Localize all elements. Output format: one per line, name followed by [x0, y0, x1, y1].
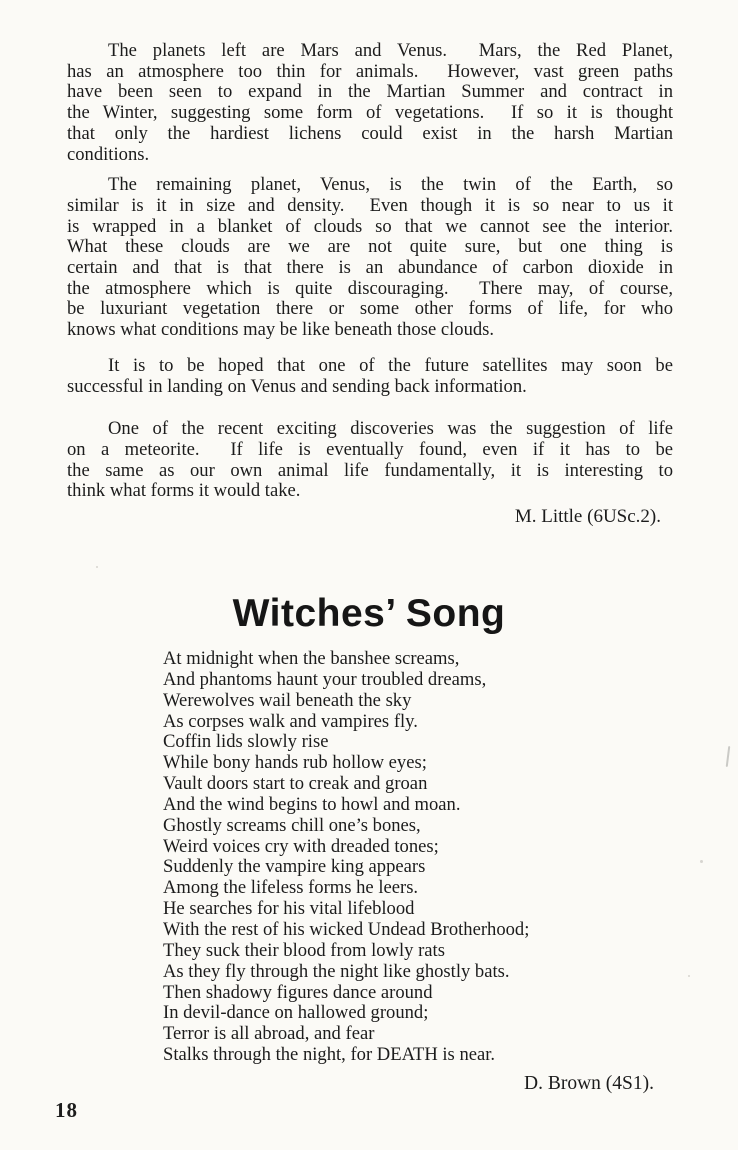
poem-line: At midnight when the banshee screams, [163, 648, 460, 669]
poem-author-signature: D. Brown (4S1). [524, 1073, 654, 1094]
poem-line: In devil-dance on hallowed ground; [163, 1002, 429, 1024]
scan-speck [688, 975, 690, 977]
poem-line: Vault doors start to creak and groan [163, 773, 428, 795]
article-text-line: similar is it in size and density. Even though it is so near to us it [67, 194, 673, 216]
article-text-line: It is to be hoped that one of the future satellites may soon be [108, 354, 673, 376]
article-text-line: certain and that is that there is an abundance of carbon dioxide in [67, 257, 673, 279]
poem-line: As corpses walk and vampires fly. [163, 710, 418, 732]
scan-speck [96, 566, 98, 568]
article-text-line: One of the recent exciting discoveries was the suggestion of life [108, 418, 673, 440]
article-text-line: What these clouds are we are not quite sure, but one thing is [67, 236, 673, 258]
article-text-line: the Winter, suggesting some form of vegetations. If so it is thought [67, 102, 673, 124]
article-text-line: think what forms it would take. [67, 480, 301, 502]
poem-line: Stalks through the night, for DEATH is near. [163, 1044, 496, 1066]
scan-artifact-mark [726, 746, 731, 767]
poem-line: While bony hands rub hollow eyes; [163, 752, 427, 774]
poem-body [163, 649, 529, 1066]
article-text-line: knows what conditions may be like beneath those clouds. [67, 319, 495, 341]
poem-line: Ghostly screams chill one’s bones, [163, 814, 421, 836]
poem-line: Among the lifeless forms he leers. [163, 877, 419, 899]
article-text-line: has an atmosphere too thin for animals. However, vast green paths [67, 60, 673, 82]
article-text-line: conditions. [67, 143, 150, 165]
poem-line: And the wind begins to howl and moan. [163, 793, 461, 815]
page-number: 18 [55, 1098, 78, 1122]
poem-line: As they fly through the night like ghostly bats. [163, 960, 510, 982]
poem-line: Weird voices cry with dreaded tones; [163, 835, 439, 857]
article-text-line: The planets left are Mars and Venus. Mars, the Red Planet, [108, 40, 673, 61]
article-text-line: have been seen to expand in the Martian Summer and contract in [67, 81, 673, 103]
poem-line: Then shadowy figures dance around [163, 981, 433, 1003]
article-paragraph-1 [67, 41, 673, 165]
article-author-signature: M. Little (6USc.2). [514, 506, 661, 528]
article-planets [67, 41, 673, 528]
article-paragraph-3 [67, 356, 673, 397]
poem-line: And phantoms haunt your troubled dreams, [163, 668, 487, 690]
poem-line: With the rest of his wicked Undead Brotherhood; [163, 918, 530, 940]
poem-title: Witches’ Song [232, 592, 506, 635]
article-text-line: that only the hardiest lichens could exist in the harsh Martian [67, 122, 673, 144]
article-paragraph-4 [67, 419, 673, 502]
poem-line: Coffin lids slowly rise [163, 731, 329, 753]
poem-line: They suck their blood from lowly rats [163, 939, 445, 961]
article-text-line: the atmosphere which is quite discouraging. There may, of course, [67, 277, 673, 299]
article-text-line: be luxuriant vegetation there or some other forms of life, for who [67, 298, 673, 320]
article-text-line: on a meteorite. If life is eventually found, even if it has to be [67, 438, 673, 460]
article-text-line: is wrapped in a blanket of clouds so that we cannot see the interior. [67, 215, 673, 237]
article-text-line: successful in landing on Venus and sending back information. [67, 375, 527, 397]
article-paragraph-2 [67, 175, 673, 341]
article-text-line: The remaining planet, Venus, is the twin of the Earth, so [108, 174, 673, 196]
poem-line: He searches for his vital lifeblood [163, 898, 415, 920]
article-text-line: the same as our own animal life fundamentally, it is interesting to [67, 459, 673, 481]
poem-line: Werewolves wail beneath the sky [163, 689, 412, 711]
poem-line: Suddenly the vampire king appears [163, 856, 426, 878]
scan-speck [700, 860, 703, 863]
poem-line: Terror is all abroad, and fear [163, 1023, 375, 1045]
